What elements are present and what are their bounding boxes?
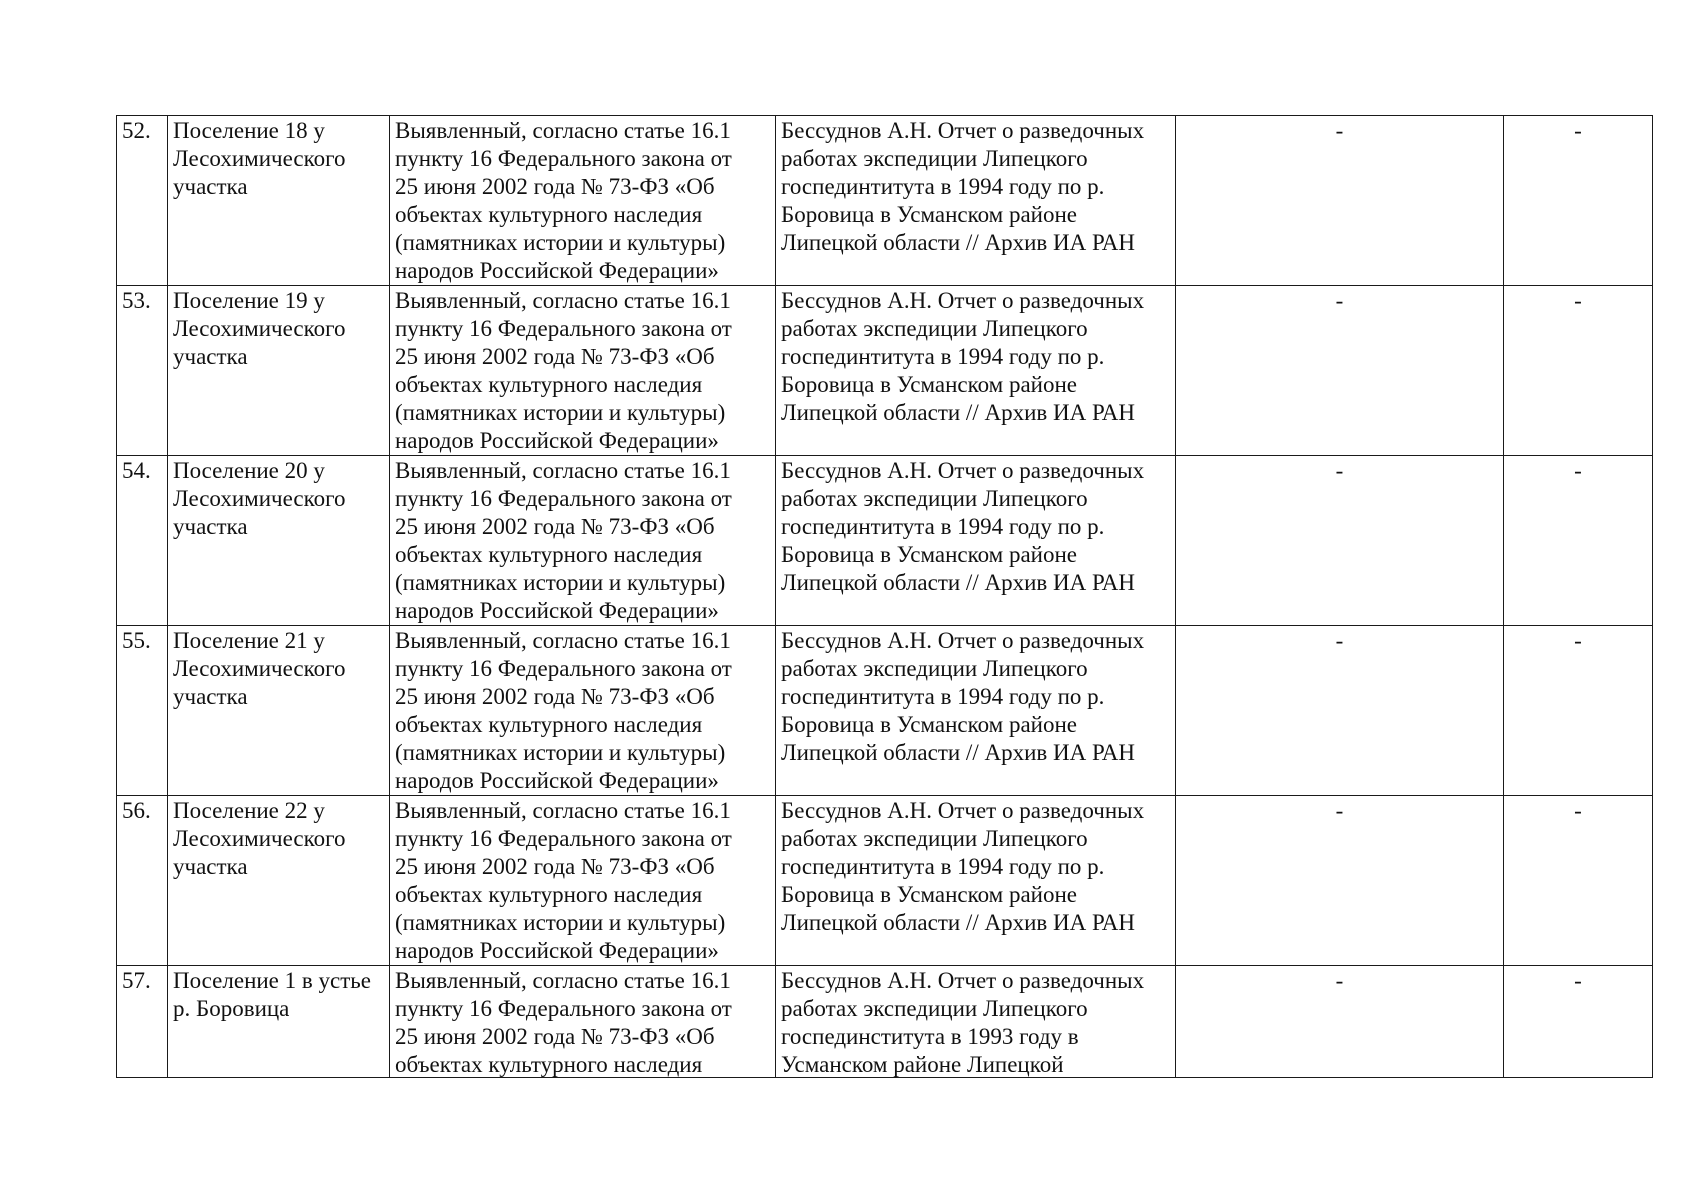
object-status: Выявленный, согласно статье 16.1 пункту 16 Федерального закона от 25 июня 2002 года № 73-ФЗ «Об объектах культурного наследия (памятниках истории и культуры) народов Российской Федерации»	[390, 286, 776, 456]
object-source: Бессуднов А.Н. Отчет о разведочных работах экспедиции Липецкого госпединтитута в 1994 году по р. Боровица в Усманском районе Липецкой области // Архив ИА РАН	[776, 286, 1176, 456]
object-source: Бессуднов А.Н. Отчет о разведочных работах экспедиции Липецкого госпединтитута в 1994 году по р. Боровица в Усманском районе Липецкой области // Архив ИА РАН	[776, 456, 1176, 626]
object-name: Поселение 1 в устье р. Боровица	[168, 966, 390, 1078]
row-number: 54.	[117, 456, 168, 626]
table-row	[117, 286, 1653, 456]
object-status-cell	[390, 966, 776, 1078]
object-name: Поселение 19 у Лесохимического участка	[168, 286, 390, 456]
object-source: Бессуднов А.Н. Отчет о разведочных работах экспедиции Липецкого госпединститута в 1993 году в Усманском районе Липецкой	[781, 968, 1145, 1077]
empty-value-cell: -	[1504, 626, 1653, 796]
heritage-registry-table	[116, 115, 1653, 1078]
object-name: Поселение 22 у Лесохимического участка	[168, 796, 390, 966]
table-row	[117, 116, 1653, 286]
object-status: Выявленный, согласно статье 16.1 пункту 16 Федерального закона от 25 июня 2002 года № 73-ФЗ «Об объектах культурного наследия (памятниках истории и культуры) народов Российской Федерации»	[390, 456, 776, 626]
row-number: 55.	[117, 626, 168, 796]
table-row	[117, 456, 1653, 626]
empty-value-cell: -	[1504, 286, 1653, 456]
table-row	[117, 796, 1653, 966]
row-number: 53.	[117, 286, 168, 456]
table-row	[117, 966, 1653, 1078]
object-name: Поселение 21 у Лесохимического участка	[168, 626, 390, 796]
empty-value-cell: -	[1176, 796, 1504, 966]
object-source: Бессуднов А.Н. Отчет о разведочных работах экспедиции Липецкого госпединтитута в 1994 году по р. Боровица в Усманском районе Липецкой области // Архив ИА РАН	[776, 626, 1176, 796]
empty-value-cell: -	[1504, 116, 1653, 286]
empty-value-cell: -	[1176, 116, 1504, 286]
table-row	[117, 626, 1653, 796]
object-source: Бессуднов А.Н. Отчет о разведочных работах экспедиции Липецкого госпединтитута в 1994 году по р. Боровица в Усманском районе Липецкой области // Архив ИА РАН	[776, 116, 1176, 286]
object-source: Бессуднов А.Н. Отчет о разведочных работах экспедиции Липецкого госпединтитута в 1994 году по р. Боровица в Усманском районе Липецкой области // Архив ИА РАН	[776, 796, 1176, 966]
object-source-cell	[776, 966, 1176, 1078]
empty-value-cell: -	[1504, 796, 1653, 966]
object-status: Выявленный, согласно статье 16.1 пункту 16 Федерального закона от 25 июня 2002 года № 73-ФЗ «Об объектах культурного наследия (памятниках истории и культуры) народов Российской Федерации»	[390, 626, 776, 796]
object-status: Выявленный, согласно статье 16.1 пункту 16 Федерального закона от 25 июня 2002 года № 73-ФЗ «Об объектах культурного наследия (памятниках истории и культуры) народов Российской Федерации»	[390, 116, 776, 286]
empty-value-cell: -	[1504, 966, 1653, 1078]
object-status: Выявленный, согласно статье 16.1 пункту 16 Федерального закона от 25 июня 2002 года № 73-ФЗ «Об объектах культурного наследия (памятниках истории и культуры) народов Российской Федерации»	[390, 796, 776, 966]
object-name: Поселение 20 у Лесохимического участка	[168, 456, 390, 626]
row-number: 56.	[117, 796, 168, 966]
empty-value-cell: -	[1176, 456, 1504, 626]
row-number: 52.	[117, 116, 168, 286]
object-status: Выявленный, согласно статье 16.1 пункту 16 Федерального закона от 25 июня 2002 года № 73-ФЗ «Об объектах культурного наследия	[395, 968, 732, 1077]
empty-value-cell: -	[1176, 626, 1504, 796]
row-number: 57.	[117, 966, 168, 1078]
empty-value-cell: -	[1176, 286, 1504, 456]
object-name: Поселение 18 у Лесохимического участка	[168, 116, 390, 286]
empty-value-cell: -	[1504, 456, 1653, 626]
empty-value-cell: -	[1176, 966, 1504, 1078]
